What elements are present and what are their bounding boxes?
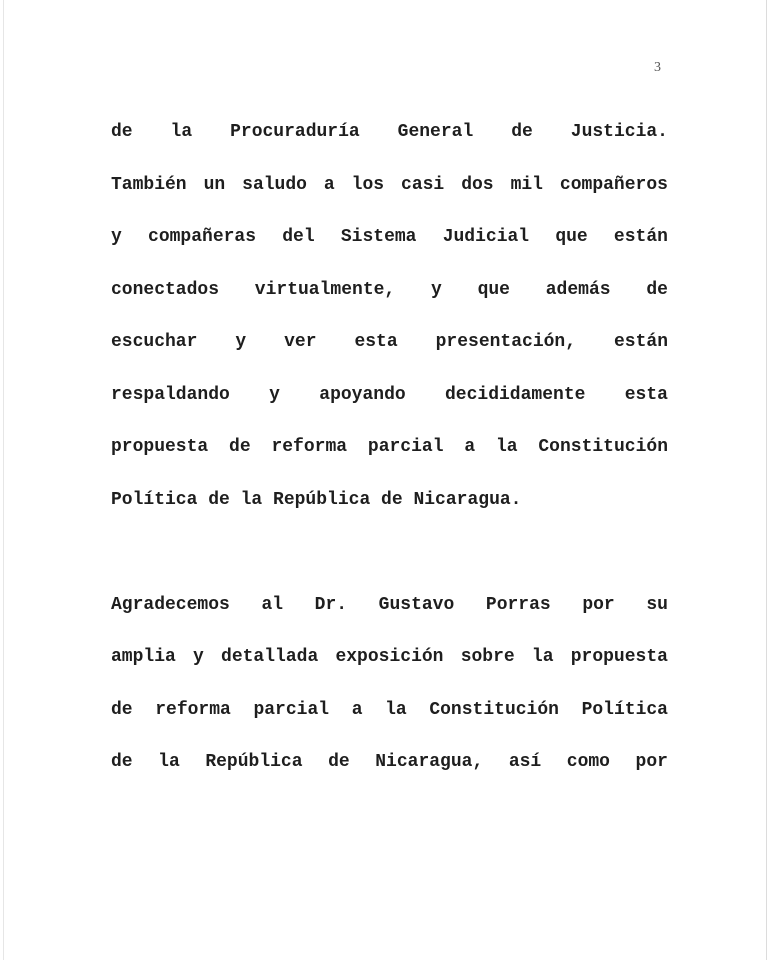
- word: Nicaragua.: [413, 489, 522, 510]
- page-number: 3: [654, 60, 661, 75]
- word: de: [328, 752, 350, 772]
- document-page: [3, 0, 767, 960]
- word: También: [111, 174, 187, 195]
- word: Dr.: [314, 594, 348, 615]
- word: conectados: [111, 279, 220, 300]
- word: su: [646, 594, 668, 615]
- word: parcial: [367, 437, 444, 457]
- paragraph: [111, 114, 668, 534]
- text-line: [111, 744, 668, 797]
- text-line: [111, 219, 668, 272]
- word: y: [235, 332, 247, 352]
- word: que: [477, 279, 510, 300]
- word: respaldando: [111, 384, 230, 405]
- text-line: [111, 167, 668, 220]
- word: compañeras: [148, 227, 257, 247]
- document-body: [111, 114, 668, 797]
- text-line: [111, 692, 668, 745]
- word: Constitución: [538, 437, 668, 457]
- word: la: [158, 752, 180, 772]
- word: así: [508, 752, 542, 772]
- word: de: [229, 437, 251, 457]
- word: que: [555, 227, 588, 247]
- text-line: [111, 377, 668, 430]
- word: casi: [401, 174, 445, 195]
- word: República: [273, 489, 371, 510]
- word: al: [261, 594, 284, 615]
- word: reforma: [155, 699, 231, 720]
- word: los: [351, 174, 385, 195]
- word: de: [511, 122, 533, 142]
- word: reforma: [271, 437, 348, 457]
- text-line: [111, 429, 668, 482]
- word: parcial: [253, 699, 330, 720]
- word: de: [111, 699, 133, 720]
- word: la: [531, 647, 554, 667]
- word: de: [208, 489, 230, 510]
- word: además: [545, 279, 611, 300]
- paragraph: [111, 587, 668, 797]
- text-line: [111, 324, 668, 377]
- word: Agradecemos: [111, 594, 230, 615]
- word: amplia: [111, 647, 176, 667]
- word: y: [431, 279, 442, 300]
- word: Sistema: [340, 227, 417, 247]
- text-line: [111, 114, 668, 167]
- word: República: [205, 752, 303, 772]
- word: virtualmente,: [254, 279, 396, 300]
- text-line: [111, 482, 668, 535]
- word: saludo: [242, 174, 307, 195]
- word: propuesta: [111, 437, 209, 457]
- word: ver: [284, 332, 317, 352]
- word: escuchar: [111, 332, 198, 352]
- word: de: [111, 122, 133, 142]
- word: a: [464, 437, 476, 457]
- word: Política: [111, 489, 198, 510]
- word: Política: [581, 699, 668, 720]
- word: la: [240, 489, 263, 510]
- word: de: [111, 752, 133, 772]
- word: y: [269, 384, 280, 405]
- word: por: [582, 594, 615, 615]
- word: exposición: [335, 647, 444, 667]
- word: están: [613, 227, 668, 247]
- word: Justicia.: [570, 122, 668, 142]
- word: a: [351, 699, 363, 720]
- word: dos: [461, 174, 494, 195]
- word: propuesta: [570, 647, 668, 667]
- word: detallada: [221, 647, 319, 667]
- word: Porras: [485, 594, 551, 615]
- word: compañeros: [559, 174, 668, 195]
- word: como: [566, 752, 610, 772]
- word: mil: [510, 174, 543, 195]
- word: decididamente: [445, 384, 586, 405]
- word: apoyando: [319, 384, 406, 405]
- word: presentación,: [435, 332, 577, 352]
- word: la: [495, 437, 518, 457]
- word: General: [397, 122, 474, 142]
- word: de: [646, 279, 668, 300]
- word: la: [385, 699, 407, 720]
- text-line: [111, 587, 668, 640]
- word: Gustavo: [378, 594, 455, 615]
- word: esta: [624, 384, 668, 405]
- word: sobre: [460, 647, 515, 667]
- word: Constitución: [429, 699, 559, 720]
- word: están: [613, 332, 668, 352]
- word: a: [323, 174, 335, 195]
- word: la: [170, 122, 193, 142]
- text-line: [111, 639, 668, 692]
- word: de: [381, 489, 403, 510]
- word: esta: [354, 332, 398, 352]
- word: y: [111, 227, 122, 247]
- word: un: [203, 174, 226, 195]
- word: por: [635, 752, 668, 772]
- word: Judicial: [442, 227, 530, 247]
- word: del: [282, 227, 315, 247]
- word: Nicaragua,: [375, 752, 484, 772]
- word: y: [193, 647, 204, 667]
- text-line: [111, 272, 668, 325]
- word: Procuraduría: [230, 122, 360, 142]
